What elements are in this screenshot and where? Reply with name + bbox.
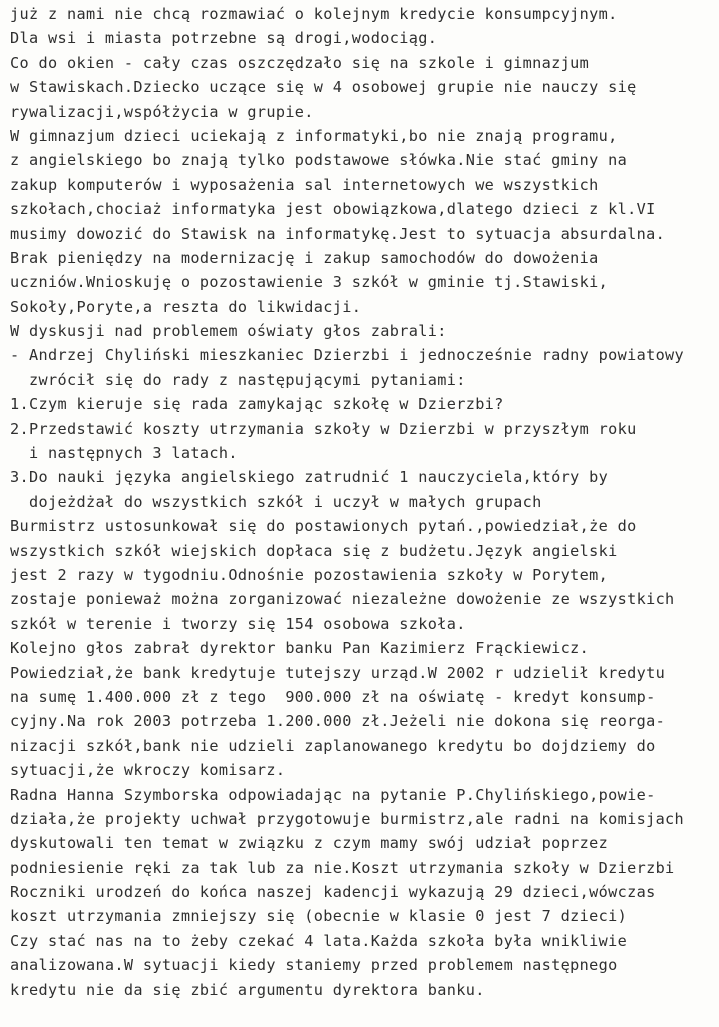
text-line: W dyskusji nad problemem oświaty głos zabrali: <box>10 322 447 341</box>
text-line: rywalizacji,współżycia w grupie. <box>10 102 314 121</box>
text-line: szkołach,chociaż informatyka jest obowiązkowa,dlatego dzieci z kl.VI <box>10 200 656 219</box>
text-line: z angielskiego bo znają tylko podstawowe słówka.Nie stać gminy na <box>10 151 628 170</box>
text-line: 2.Przedstawić koszty utrzymania szkoły w Dzierzbi w przyszłym roku <box>10 419 637 438</box>
text-line: cyjny.Na rok 2003 potrzeba 1.200.000 zł.Jeżeli nie dokona się reorga- <box>10 712 666 731</box>
text-line: koszt utrzymania zmniejszy się (obecnie w klasie 0 jest 7 dzieci) <box>10 907 628 926</box>
text-line: podniesienie ręki za tak lub za nie.Koszt utrzymania szkoły w Dzierzbi <box>10 858 675 877</box>
text-line: działa,że projekty uchwał przygotowuje burmistrz,ale radni na komisjach <box>10 809 685 828</box>
text-line: szkół w terenie i tworzy się 154 osobowa szkoła. <box>10 614 466 633</box>
text-line: już z nami nie chcą rozmawiać o kolejnym kredycie konsumpcyjnym. <box>10 5 618 23</box>
text-line: 1.Czym kieruje się rada zamykając szkołę w Dzierzbi? <box>10 395 504 414</box>
text-line: Powiedział,że bank kredytuje tutejszy urząd.W 2002 r udzielił kredytu <box>10 663 666 682</box>
text-line: Brak pieniędzy na modernizację i zakup samochodów do dowożenia <box>10 248 599 267</box>
text-line: i następnych 3 latach. <box>10 444 238 463</box>
text-line: Radna Hanna Szymborska odpowiadając na pytanie P.Chylińskiego,powie- <box>10 785 656 804</box>
text-line: Czy stać nas na to żeby czekać 4 lata.Każda szkoła była wnikliwie <box>10 931 628 950</box>
text-line: analizowana.W sytuacji kiedy staniemy przed problemem następnego <box>10 956 618 975</box>
text-line: w Stawiskach.Dziecko uczące się w 4 osobowej grupie nie nauczy się <box>10 78 637 97</box>
text-line: zakup komputerów i wyposażenia sal internetowych we wszystkich <box>10 175 599 194</box>
text-line: Dla wsi i miasta potrzebne są drogi,wodociąg. <box>10 29 438 48</box>
text-line: dojeżdżał do wszystkich szkół i uczył w małych grupach <box>10 492 542 511</box>
text-line: 3.Do nauki języka angielskiego zatrudnić 1 nauczyciela,który by <box>10 468 609 487</box>
text-line: Co do okien - cały czas oszczędzało się na szkole i gimnazjum <box>10 53 590 72</box>
text-line: zostaje ponieważ można zorganizować niezależne dowożenie ze wszystkich <box>10 590 675 609</box>
text-line: Sokoły,Poryte,a reszta do likwidacji. <box>10 297 362 316</box>
text-line: musimy dowozić do Stawisk na informatykę.Jest to sytuacja absurdalna. <box>10 224 666 243</box>
text-line: jest 2 razy w tygodniu.Odnośnie pozostawienia szkoły w Porytem, <box>10 565 609 584</box>
text-line: nizacji szkół,bank nie udzieli zaplanowanego kredytu bo dojdziemy do <box>10 736 656 755</box>
text-line: Burmistrz ustosunkował się do postawionych pytań.,powiedział,że do <box>10 517 637 536</box>
text-line: uczniów.Wnioskuję o pozostawienie 3 szkół w gminie tj.Stawiski, <box>10 273 609 292</box>
text-line: Roczniki urodzeń do końca naszej kadencji wykazują 29 dzieci,wówczas <box>10 883 656 902</box>
text-line: Kolejno głos zabrał dyrektor banku Pan Kazimierz Frąckiewicz. <box>10 639 590 658</box>
text-line: dyskutowali ten temat w związku z czym mamy swój udział poprzez <box>10 834 609 853</box>
text-line: - Andrzej Chyliński mieszkaniec Dzierzbi i jednocześnie radny powiatowy <box>10 346 685 365</box>
document-text <box>10 2 719 1002</box>
text-line: kredytu nie da się zbić argumentu dyrektora banku. <box>10 980 485 999</box>
text-line: zwrócił się do rady z następującymi pytaniami: <box>10 370 466 389</box>
text-line: na sumę 1.400.000 zł z tego 900.000 zł na oświatę - kredyt konsump- <box>10 687 656 706</box>
text-line: wszystkich szkół wiejskich dopłaca się z budżetu.Język angielski <box>10 541 618 560</box>
text-line: W gimnazjum dzieci uciekają z informatyki,bo nie znają programu, <box>10 126 618 145</box>
text-line: sytuacji,że wkroczy komisarz. <box>10 761 286 780</box>
